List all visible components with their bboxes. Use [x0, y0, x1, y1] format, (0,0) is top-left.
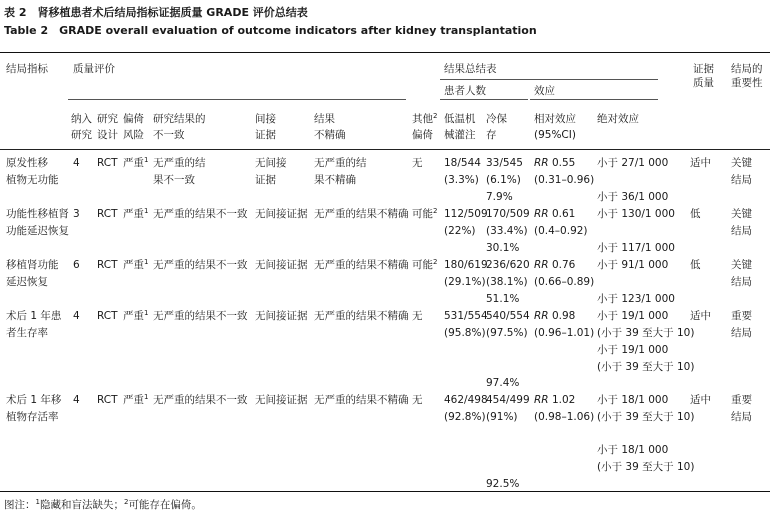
cell-lowtemp: 180/619	[444, 259, 488, 271]
header-relative: 相对效应	[534, 113, 576, 125]
header-relative-ci: (95%CI)	[534, 129, 576, 141]
cell-cold: (6.1%)	[486, 174, 521, 186]
header-bias-1: 偏倚	[123, 113, 144, 125]
cell-importance: 重要	[731, 310, 752, 322]
table-footnote: 图注：$^1$隐藏和盲法缺失；$^2$可能存在偏倚。	[4, 498, 202, 511]
header-design-2: 设计	[97, 129, 118, 141]
cell-cold: 454/499	[486, 394, 530, 406]
header-imprecision-2: 不精确	[314, 129, 346, 141]
header-importance-2: 重要性	[731, 77, 763, 89]
cell-absolute: 小于 117/1 000	[597, 242, 675, 254]
cell-other-bias: 可能$^2$	[412, 258, 438, 271]
cell-absolute: 小于 27/1 000	[597, 157, 669, 169]
header-other-bias-1: 其他$^2$	[412, 112, 438, 125]
cell-relative: RR 0.76	[534, 259, 576, 271]
cell-design: RCT	[97, 310, 118, 322]
cell-indirectness: 无间接证据	[255, 259, 308, 271]
cell-quality: 低	[690, 208, 701, 220]
cell-bias: 严重$^1$	[123, 393, 149, 406]
header-inconsistency-1: 研究结果的	[153, 113, 206, 125]
cell-imprecision: 无严重的结果不精确	[314, 208, 409, 220]
cell-design: RCT	[97, 259, 118, 271]
cell-relative-ci: (0.66–0.89)	[534, 276, 595, 288]
cell-quality: 适中	[690, 394, 711, 406]
cell-relative-ci: (0.4–0.92)	[534, 225, 588, 237]
table-caption-en: Table 2 GRADE overall evaluation of outcome indicators after kidney transplantation	[4, 24, 537, 37]
cell-outcome: 植物无功能	[6, 174, 59, 186]
cell-cold: 92.5%	[486, 478, 520, 490]
cell-lowtemp: 18/544	[444, 157, 481, 169]
header-cold-2: 存	[486, 129, 497, 141]
header-n-studies-1: 纳入	[71, 113, 92, 125]
cell-outcome: 移植肾功能	[6, 259, 59, 271]
cell-other-bias: 无	[412, 394, 423, 406]
cell-lowtemp: (3.3%)	[444, 174, 479, 186]
cell-bias: 严重$^1$	[123, 258, 149, 271]
cell-imprecision: 无严重的结果不精确	[314, 394, 409, 406]
cell-indirectness: 无间接	[255, 157, 287, 169]
cell-quality: 适中	[690, 310, 711, 322]
header-lowtemp-2: 械灌注	[444, 129, 476, 141]
cell-indirectness: 无间接证据	[255, 310, 308, 322]
cell-cold: 97.4%	[486, 377, 520, 389]
cell-bias: 严重$^1$	[123, 207, 149, 220]
header-effect: 效应	[534, 85, 555, 97]
cell-lowtemp: 462/498	[444, 394, 488, 406]
cell-cold: 540/554	[486, 310, 530, 322]
cell-n-studies: 4	[73, 310, 80, 322]
cell-outcome: 功能延迟恢复	[6, 225, 69, 237]
header-design-1: 研究	[97, 113, 118, 125]
cell-outcome: 延迟恢复	[6, 276, 48, 288]
cell-quality: 低	[690, 259, 701, 271]
cell-inconsistency: 无严重的结	[153, 157, 206, 169]
cell-lowtemp: 531/554	[444, 310, 488, 322]
cell-absolute: 小于 19/1 000	[597, 310, 669, 322]
header-importance-1: 结局的	[731, 63, 763, 75]
cell-inconsistency: 无严重的结果不一致	[153, 394, 248, 406]
cell-lowtemp: (29.1%)	[444, 276, 486, 288]
cell-bias: 严重$^1$	[123, 156, 149, 169]
cell-imprecision: 无严重的结	[314, 157, 367, 169]
effect-subrule	[530, 99, 658, 100]
cell-importance: 关键	[731, 208, 752, 220]
cell-absolute: (小于 39 至大于 10)	[597, 461, 695, 473]
cell-absolute: 小于 91/1 000	[597, 259, 669, 271]
cell-absolute: 小于 36/1 000	[597, 191, 669, 203]
header-quality-assessment: 质量评价	[73, 63, 115, 75]
cell-indirectness: 证据	[255, 174, 276, 186]
header-lowtemp-1: 低温机	[444, 113, 476, 125]
table-bottom-rule	[0, 491, 770, 492]
cell-cold: 236/620	[486, 259, 530, 271]
cell-n-studies: 4	[73, 157, 80, 169]
cell-relative: RR 0.98	[534, 310, 576, 322]
cell-importance: 结局	[731, 276, 752, 288]
cell-inconsistency: 无严重的结果不一致	[153, 259, 248, 271]
cell-inconsistency: 无严重的结果不一致	[153, 310, 248, 322]
cell-bias: 严重$^1$	[123, 309, 149, 322]
cell-lowtemp: (95.8%)	[444, 327, 486, 339]
table-top-rule	[0, 52, 770, 53]
cell-importance: 结局	[731, 174, 752, 186]
cell-lowtemp: (92.8%)	[444, 411, 486, 423]
cell-importance: 结局	[731, 327, 752, 339]
cell-absolute: 小于 130/1 000	[597, 208, 675, 220]
header-other-bias-2: 偏倚	[412, 129, 433, 141]
cell-indirectness: 无间接证据	[255, 208, 308, 220]
cell-relative: RR 0.55	[534, 157, 576, 169]
header-bias-2: 风险	[123, 129, 144, 141]
cell-cold: (33.4%)	[486, 225, 528, 237]
cell-relative-ci: (0.96–1.01)	[534, 327, 595, 339]
cell-importance: 重要	[731, 394, 752, 406]
header-evidence-quality-1: 证据	[693, 63, 714, 75]
header-imprecision-1: 结果	[314, 113, 335, 125]
cell-n-studies: 3	[73, 208, 80, 220]
cell-lowtemp: 112/509	[444, 208, 488, 220]
cell-outcome: 术后 1 年移	[6, 394, 62, 406]
cell-lowtemp: (22%)	[444, 225, 476, 237]
cell-design: RCT	[97, 394, 118, 406]
cell-n-studies: 4	[73, 394, 80, 406]
cell-other-bias: 无	[412, 310, 423, 322]
cell-absolute: (小于 39 至大于 10)	[597, 361, 695, 373]
cell-cold: 51.1%	[486, 293, 520, 305]
cell-importance: 结局	[731, 225, 752, 237]
cell-importance: 关键	[731, 157, 752, 169]
cell-absolute: (小于 39 至大于 10)	[597, 411, 695, 423]
cell-n-studies: 6	[73, 259, 80, 271]
header-bottom-rule	[0, 149, 770, 150]
cell-design: RCT	[97, 208, 118, 220]
cell-relative-ci: (0.31–0.96)	[534, 174, 595, 186]
header-cold-1: 冷保	[486, 113, 507, 125]
cell-importance: 结局	[731, 411, 752, 423]
cell-cold: (97.5%)	[486, 327, 528, 339]
cell-cold: (38.1%)	[486, 276, 528, 288]
cell-absolute: 小于 18/1 000	[597, 394, 669, 406]
cell-absolute: 小于 123/1 000	[597, 293, 675, 305]
cell-absolute: 小于 19/1 000	[597, 344, 669, 356]
cell-outcome: 者生存率	[6, 327, 48, 339]
header-inconsistency-2: 不一致	[153, 129, 185, 141]
cell-indirectness: 无间接证据	[255, 394, 308, 406]
cell-imprecision: 无严重的结果不精确	[314, 259, 409, 271]
cell-relative: RR 0.61	[534, 208, 576, 220]
header-summary: 结果总结表	[444, 63, 497, 75]
cell-cold: 170/509	[486, 208, 530, 220]
cell-imprecision: 无严重的结果不精确	[314, 310, 409, 322]
cell-inconsistency: 无严重的结果不一致	[153, 208, 248, 220]
summary-subrule	[440, 79, 658, 80]
cell-inconsistency: 果不一致	[153, 174, 195, 186]
cell-other-bias: 可能$^2$	[412, 207, 438, 220]
cell-relative-ci: (0.98–1.06)	[534, 411, 595, 423]
header-outcome: 结局指标	[6, 63, 48, 75]
cell-quality: 适中	[690, 157, 711, 169]
cell-cold: 7.9%	[486, 191, 513, 203]
cell-outcome: 术后 1 年患	[6, 310, 62, 322]
cell-outcome: 功能性移植肾	[6, 208, 69, 220]
cell-outcome: 植物存活率	[6, 411, 59, 423]
header-evidence-quality-2: 质量	[693, 77, 714, 89]
cell-cold: (91%)	[486, 411, 518, 423]
header-absolute: 绝对效应	[597, 113, 639, 125]
cell-importance: 关键	[731, 259, 752, 271]
cell-outcome: 原发性移	[6, 157, 48, 169]
cell-cold: 30.1%	[486, 242, 520, 254]
cell-relative: RR 1.02	[534, 394, 576, 406]
cell-absolute: 小于 18/1 000	[597, 444, 669, 456]
quality-subrule	[68, 99, 406, 100]
cell-cold: 33/545	[486, 157, 523, 169]
header-patients: 患者人数	[444, 85, 486, 97]
cell-design: RCT	[97, 157, 118, 169]
cell-absolute: (小于 39 至大于 10)	[597, 327, 695, 339]
header-indirectness-1: 间接	[255, 113, 276, 125]
table-caption-zh: 表 2 肾移植患者术后结局指标证据质量 GRADE 评价总结表	[4, 6, 308, 19]
patients-subrule	[440, 99, 528, 100]
cell-imprecision: 果不精确	[314, 174, 356, 186]
header-indirectness-2: 证据	[255, 129, 276, 141]
cell-other-bias: 无	[412, 157, 423, 169]
header-n-studies-2: 研究	[71, 129, 92, 141]
